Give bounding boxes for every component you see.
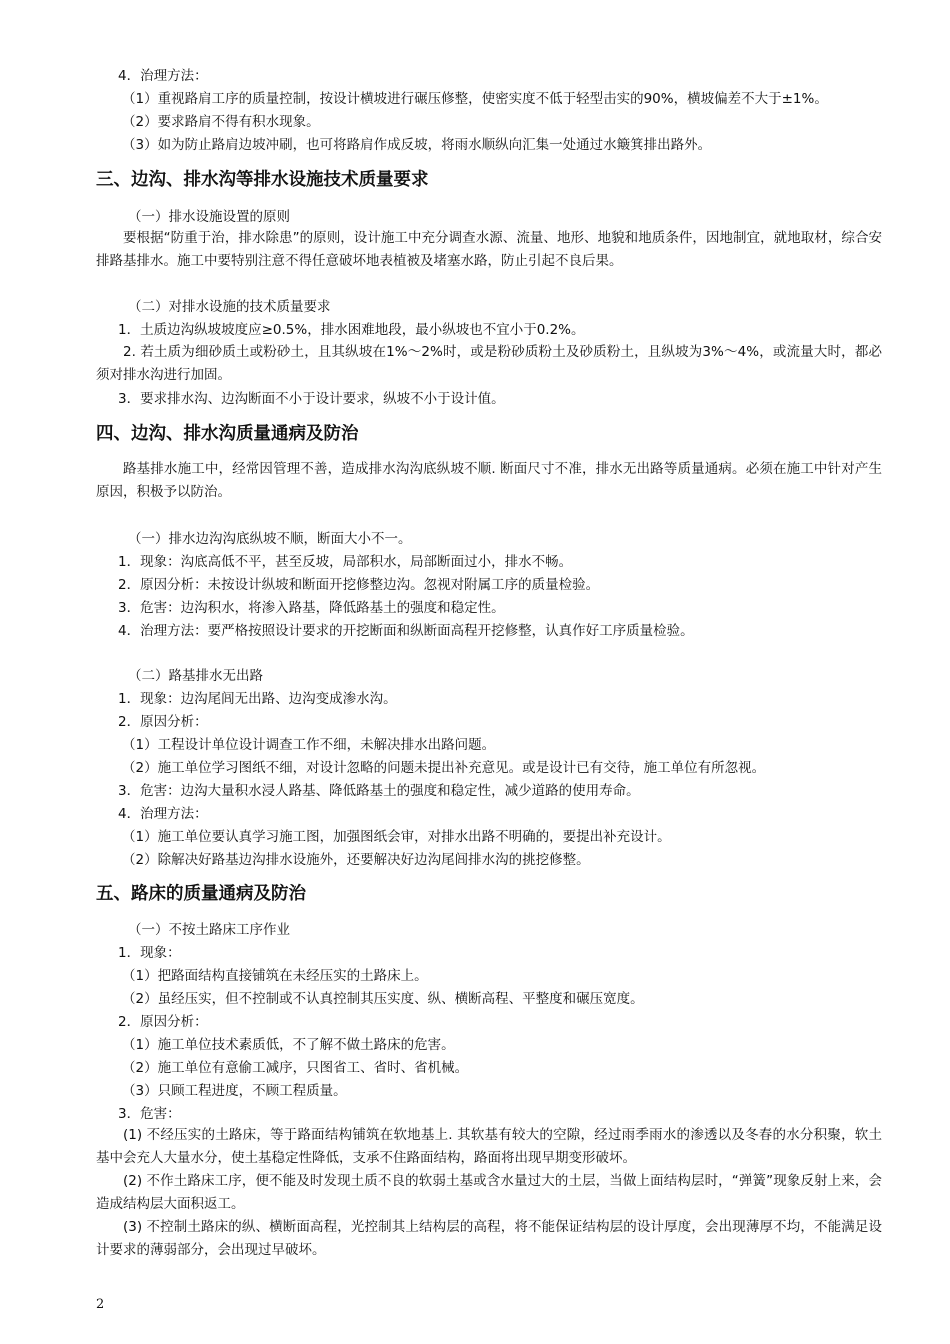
list-item: （2）除解决好路基边沟排水设施外，还要解决好边沟尾闾排水沟的挑挖修整。 xyxy=(122,852,590,868)
paragraph: 路基排水施工中，经常因管理不善，造成排水沟沟底纵坡不顺. 断面尺寸不准，排水无出路等质量通病。必须在施工中针对产生原因，积极予以防治。 xyxy=(96,461,882,500)
paragraph: 要根据“防重于治，排水除患”的原则，设计施工中充分调查水源、流量、地形、地貌和地质条件，因地制宜，就地取材，综合安排路基排水。施工中要特别注意不得任意破坏地表植被及堵塞水路，防止引起不良后果。 xyxy=(96,230,882,269)
list-item: （2）要求路肩不得有积水现象。 xyxy=(122,114,320,130)
list-item: （1）把路面结构直接铺筑在未经压实的土路床上。 xyxy=(122,968,428,984)
section-heading-5: 五、路床的质量通病及防治 xyxy=(96,884,306,904)
list-item: （1）工程设计单位设计调查工作不细，未解决排水出路问题。 xyxy=(122,737,496,753)
list-item: （1）重视路肩工序的质量控制，按设计横坡进行碾压修整，使密实度不低于轻型击实的90%，横坡偏差不大于±1%。 xyxy=(122,91,828,107)
treatment-method-label: 4．治理方法： xyxy=(118,68,208,84)
paragraph: (2) 不作土路床工序，便不能及时发现土质不良的软弱土基或含水量过大的土层，当做上面结构层时，“弹簧”现象反射上来，会造成结构层大面积返工。 xyxy=(96,1173,882,1212)
list-item: （1）施工单位技术素质低，不了解不做土路床的危害。 xyxy=(122,1037,455,1053)
subsection-heading: （一）排水设施设置的原则 xyxy=(128,209,290,225)
list-item: 3．危害：边沟大量积水浸人路基、降低路基土的强度和稳定性，减少道路的使用寿命。 xyxy=(118,783,640,799)
paragraph: (3) 不控制土路床的纵、横断面高程，光控制其上结构层的高程，将不能保证结构层的设计厚度，会出现薄厚不均，不能满足设计要求的薄弱部分，会出现过早破坏。 xyxy=(96,1219,882,1258)
list-item: 3．要求排水沟、边沟断面不小于设计要求，纵坡不小于设计值。 xyxy=(118,391,505,407)
list-item: （3）只顾工程进度，不顾工程质量。 xyxy=(122,1083,347,1099)
section-heading-4: 四、边沟、排水沟质量通病及防治 xyxy=(96,424,359,444)
list-item: 4．治理方法：要严格按照设计要求的开挖断面和纵断面高程开挖修整，认真作好工序质量检验。 xyxy=(118,623,694,639)
list-item: 3．危害：边沟积水，将渗入路基，降低路基土的强度和稳定性。 xyxy=(118,600,505,616)
page-number: 2 xyxy=(96,1297,105,1312)
list-item: 2．原因分析：未按设计纵坡和断面开挖修整边沟。忽视对附属工序的质量检验。 xyxy=(118,577,600,593)
list-item: 2．原因分析： xyxy=(118,714,208,730)
list-item: （2）虽经压实，但不控制或不认真控制其压实度、纵、横断高程、平整度和碾压宽度。 xyxy=(122,991,644,1007)
list-item: （1）施工单位要认真学习施工图，加强图纸会审，对排水出路不明确的，要提出补充设计。 xyxy=(122,829,671,845)
list-item: 3．危害： xyxy=(118,1106,181,1122)
section-heading-3: 三、边沟、排水沟等排水设施技术质量要求 xyxy=(96,170,429,190)
paragraph: 2. 若土质为细砂质土或粉砂土，且其纵坡在1%～2%时，或是粉砂质粉土及砂质粉土，且纵坡为3%～4%，或流量大时，都必须对排水沟进行加固。 xyxy=(96,344,882,383)
list-item: 4．治理方法： xyxy=(118,806,208,822)
list-item: （3）如为防止路肩边坡冲刷，也可将路肩作成反坡，将雨水顺纵向汇集一处通过水簸箕排出路外。 xyxy=(122,137,712,153)
subsection-heading: （二）路基排水无出路 xyxy=(128,668,263,684)
list-item: （2）施工单位有意偷工减序，只图省工、省时、省机械。 xyxy=(122,1060,469,1076)
subsection-heading: （二）对排水设施的技术质量要求 xyxy=(128,299,331,315)
list-item: 1．土质边沟纵坡坡度应≥0.5%，排水困难地段，最小纵坡也不宜小于0.2%。 xyxy=(118,322,585,338)
list-item: 1．现象：沟底高低不平，甚至反坡，局部积水，局部断面过小，排水不畅。 xyxy=(118,554,573,570)
paragraph: (1) 不经压实的土路床，等于路面结构铺筑在软地基上. 其软基有较大的空隙，经过雨季雨水的渗透以及冬春的水分积聚，软土基中会充人大量水分，使土基稳定性降低，支承不住路面结构，路面将出现早期变形破坏。 xyxy=(96,1127,882,1166)
subsection-heading: （一）不按土路床工序作业 xyxy=(128,922,290,938)
list-item: 2．原因分析： xyxy=(118,1014,208,1030)
subsection-heading: （一）排水边沟沟底纵坡不顺，断面大小不一。 xyxy=(128,531,412,547)
list-item: （2）施工单位学习图纸不细，对设计忽略的问题未提出补充意见。或是设计已有交待，施工单位有所忽视。 xyxy=(122,760,766,776)
list-item: 1．现象： xyxy=(118,945,181,961)
list-item: 1．现象：边沟尾闾无出路、边沟变成渗水沟。 xyxy=(118,691,397,707)
